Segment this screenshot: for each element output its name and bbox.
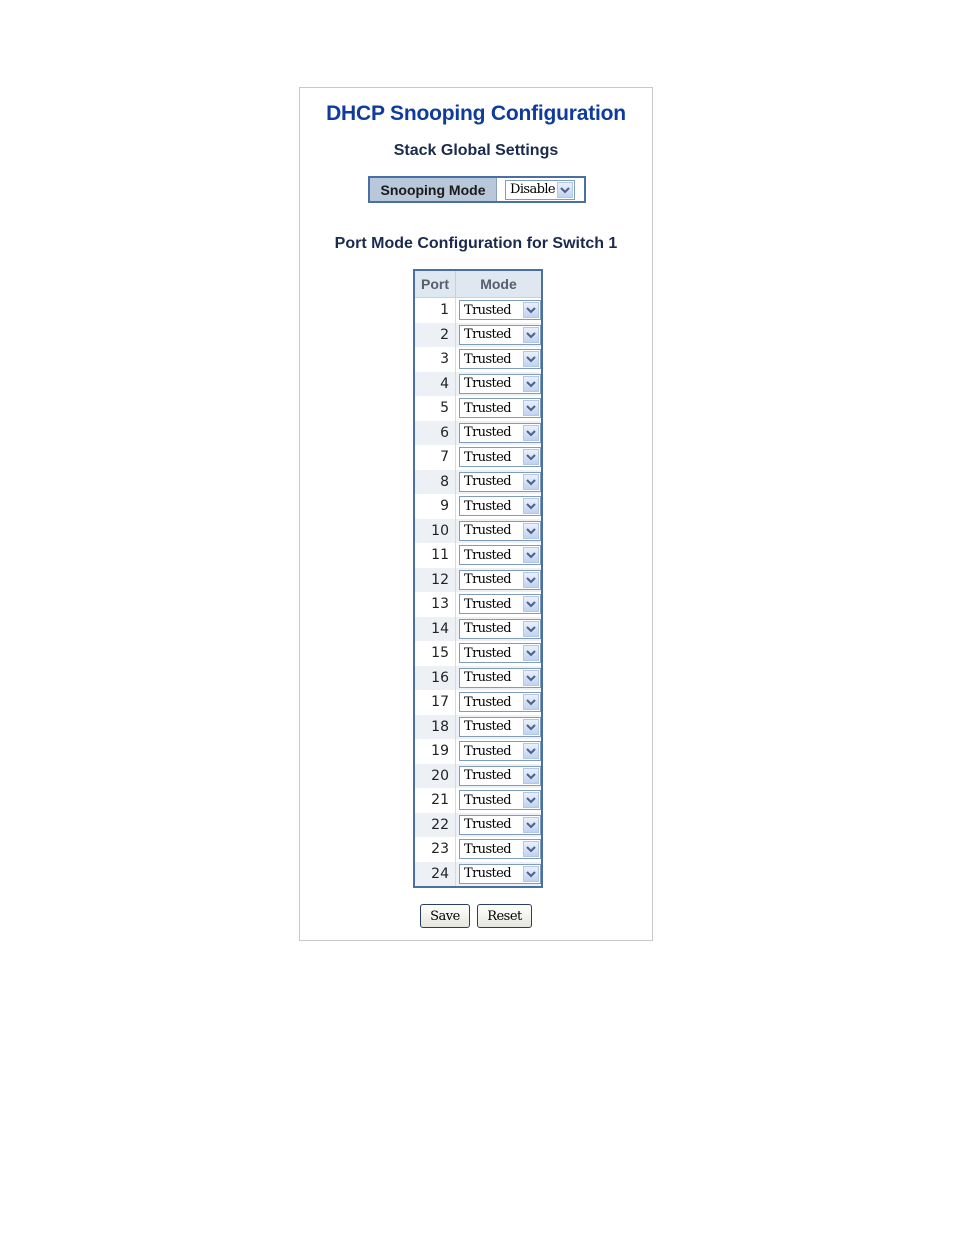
port-mode-cell (456, 690, 543, 715)
port-number: 14 (414, 617, 456, 642)
chevron-down-icon[interactable] (523, 596, 539, 612)
chevron-down-icon[interactable] (523, 768, 539, 784)
port-number: 6 (414, 421, 456, 446)
port-number: 8 (414, 470, 456, 495)
port-mode-value: Trusted (464, 596, 511, 612)
port-mode-value: Trusted (464, 351, 511, 367)
chevron-down-icon[interactable] (523, 866, 539, 882)
table-row (414, 788, 542, 813)
chevron-down-icon[interactable] (523, 498, 539, 514)
port-mode-cell (456, 347, 543, 372)
port-number: 23 (414, 837, 456, 862)
table-row (414, 617, 542, 642)
save-button[interactable]: Save (420, 904, 470, 928)
table-row (414, 690, 542, 715)
port-mode-cell (456, 715, 543, 740)
port-mode-cell (456, 470, 543, 495)
table-row (414, 837, 542, 862)
port-mode-cell (456, 396, 543, 421)
port-mode-select[interactable] (459, 496, 541, 516)
page-title: DHCP Snooping Configuration (326, 102, 626, 125)
chevron-down-icon[interactable] (523, 719, 539, 735)
table-row (414, 421, 542, 446)
port-number: 7 (414, 445, 456, 470)
port-number: 22 (414, 813, 456, 838)
port-number: 3 (414, 347, 456, 372)
chevron-down-icon[interactable] (523, 425, 539, 441)
table-header-row (414, 270, 542, 298)
port-mode-value: Trusted (464, 719, 511, 735)
table-row (414, 519, 542, 544)
port-mode-heading: Port Mode Configuration for Switch 1 (334, 235, 618, 252)
chevron-down-icon[interactable] (523, 792, 539, 808)
port-mode-cell (456, 494, 543, 519)
port-number: 15 (414, 641, 456, 666)
table-row (414, 494, 542, 519)
table-row (414, 323, 542, 348)
port-number: 12 (414, 568, 456, 593)
port-number: 13 (414, 592, 456, 617)
port-number: 10 (414, 519, 456, 544)
chevron-down-icon[interactable] (523, 572, 539, 588)
port-mode-select[interactable] (459, 472, 541, 492)
chevron-down-icon[interactable] (523, 302, 539, 318)
chevron-down-icon[interactable] (523, 694, 539, 710)
port-number: 18 (414, 715, 456, 740)
port-mode-select[interactable] (459, 864, 541, 884)
table-row (414, 568, 542, 593)
global-settings-heading: Stack Global Settings (393, 142, 559, 159)
port-mode-value: Trusted (464, 743, 511, 759)
port-mode-cell (456, 862, 543, 888)
port-mode-select[interactable] (459, 643, 541, 663)
reset-button[interactable]: Reset (477, 904, 532, 928)
port-number: 19 (414, 739, 456, 764)
port-mode-select[interactable] (459, 570, 541, 590)
port-number: 4 (414, 372, 456, 397)
table-row (414, 347, 542, 372)
port-mode-cell (456, 764, 543, 789)
port-mode-select[interactable] (459, 374, 541, 394)
table-row (414, 592, 542, 617)
port-mode-cell (456, 543, 543, 568)
port-mode-value: Trusted (464, 817, 511, 833)
chevron-down-icon[interactable] (523, 670, 539, 686)
table-row (414, 666, 542, 691)
port-number: 17 (414, 690, 456, 715)
global-settings-table (368, 176, 586, 203)
port-mode-select[interactable] (459, 521, 541, 541)
port-mode-value: Trusted (464, 768, 511, 784)
port-mode-select[interactable] (459, 839, 541, 859)
port-number: 24 (414, 862, 456, 888)
port-mode-cell (456, 421, 543, 446)
port-mode-value: Trusted (464, 792, 511, 808)
port-mode-value: Trusted (464, 572, 511, 588)
chevron-down-icon[interactable] (523, 743, 539, 759)
table-row (414, 764, 542, 789)
port-mode-value: Trusted (464, 547, 511, 563)
port-mode-value: Trusted (464, 400, 511, 416)
port-mode-value: Trusted (464, 425, 511, 441)
snooping-mode-value: Disable (510, 182, 555, 197)
column-header-mode: Mode (456, 270, 543, 298)
port-mode-cell (456, 519, 543, 544)
chevron-down-icon[interactable] (557, 182, 573, 198)
port-number: 21 (414, 788, 456, 813)
chevron-down-icon[interactable] (523, 400, 539, 416)
port-mode-select[interactable] (459, 717, 541, 737)
snooping-mode-select[interactable] (505, 180, 575, 200)
port-mode-select[interactable] (459, 619, 541, 639)
chevron-down-icon[interactable] (523, 376, 539, 392)
port-mode-cell (456, 666, 543, 691)
table-row (414, 715, 542, 740)
port-mode-cell (456, 788, 543, 813)
chevron-down-icon[interactable] (523, 449, 539, 465)
port-mode-cell (456, 323, 543, 348)
port-mode-select[interactable] (459, 668, 541, 688)
chevron-down-icon[interactable] (523, 841, 539, 857)
config-panel (299, 87, 653, 941)
port-number: 16 (414, 666, 456, 691)
port-number: 2 (414, 323, 456, 348)
port-mode-cell (456, 298, 543, 323)
port-mode-cell (456, 739, 543, 764)
port-mode-value: Trusted (464, 523, 511, 539)
port-mode-value: Trusted (464, 302, 511, 318)
port-mode-cell (456, 813, 543, 838)
port-rows (414, 298, 542, 888)
chevron-down-icon[interactable] (523, 645, 539, 661)
port-mode-cell (456, 837, 543, 862)
table-row (414, 298, 542, 323)
port-mode-select[interactable] (459, 349, 541, 369)
port-mode-table (413, 269, 543, 888)
button-bar (300, 904, 652, 928)
port-mode-select[interactable] (459, 423, 541, 443)
snooping-mode-label: Snooping Mode (370, 178, 497, 201)
port-mode-select[interactable] (459, 790, 541, 810)
column-header-port: Port (414, 270, 456, 298)
port-mode-value: Trusted (464, 694, 511, 710)
port-mode-select[interactable] (459, 766, 541, 786)
table-row (414, 372, 542, 397)
port-number: 20 (414, 764, 456, 789)
chevron-down-icon[interactable] (523, 817, 539, 833)
port-mode-cell (456, 617, 543, 642)
port-mode-value: Trusted (464, 670, 511, 686)
table-row (414, 396, 542, 421)
chevron-down-icon[interactable] (523, 474, 539, 490)
chevron-down-icon[interactable] (523, 327, 539, 343)
port-mode-cell (456, 372, 543, 397)
table-row (414, 813, 542, 838)
port-mode-cell (456, 568, 543, 593)
port-number: 1 (414, 298, 456, 323)
port-mode-select[interactable] (459, 545, 541, 565)
port-number: 11 (414, 543, 456, 568)
port-mode-value: Trusted (464, 498, 511, 514)
table-row (414, 641, 542, 666)
table-row (414, 470, 542, 495)
table-row (414, 862, 542, 888)
port-number: 9 (414, 494, 456, 519)
chevron-down-icon[interactable] (523, 351, 539, 367)
port-mode-value: Trusted (464, 621, 511, 637)
port-number: 5 (414, 396, 456, 421)
snooping-mode-cell (497, 178, 584, 201)
port-mode-cell (456, 641, 543, 666)
port-mode-value: Trusted (464, 449, 511, 465)
table-row (414, 543, 542, 568)
table-row (414, 739, 542, 764)
port-mode-select[interactable] (459, 741, 541, 761)
port-mode-cell (456, 592, 543, 617)
port-mode-select[interactable] (459, 325, 541, 345)
chevron-down-icon[interactable] (523, 523, 539, 539)
port-mode-value: Trusted (464, 645, 511, 661)
table-row (414, 445, 542, 470)
port-mode-select[interactable] (459, 594, 541, 614)
port-mode-value: Trusted (464, 841, 511, 857)
port-mode-value: Trusted (464, 474, 511, 490)
port-mode-value: Trusted (464, 376, 511, 392)
port-mode-value: Trusted (464, 327, 511, 343)
port-mode-select[interactable] (459, 815, 541, 835)
port-mode-value: Trusted (464, 866, 511, 882)
chevron-down-icon[interactable] (523, 621, 539, 637)
port-mode-select[interactable] (459, 447, 541, 467)
port-mode-select[interactable] (459, 300, 541, 320)
chevron-down-icon[interactable] (523, 547, 539, 563)
port-mode-select[interactable] (459, 692, 541, 712)
port-mode-cell (456, 445, 543, 470)
port-mode-select[interactable] (459, 398, 541, 418)
